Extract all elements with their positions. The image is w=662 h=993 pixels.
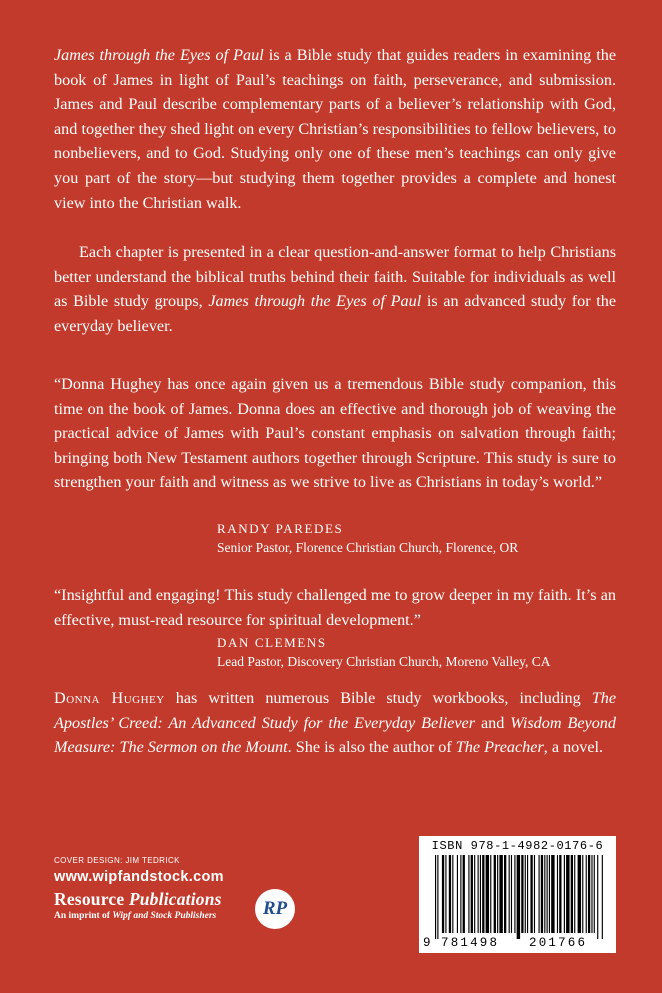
barcode-bar [474, 855, 475, 933]
bio-text: . She is also the author of [287, 738, 456, 757]
barcode-bar [482, 855, 484, 933]
barcode-bar [547, 855, 548, 933]
barcode-icon [433, 855, 605, 939]
author-name: Donna Hughey [54, 689, 165, 707]
barcode-bar [468, 855, 469, 933]
barcode-bar [588, 855, 590, 933]
author-bio [54, 686, 616, 760]
imprint-publisher: Wipf and Stock Publishers [112, 911, 217, 921]
barcode-bar [597, 855, 598, 939]
description-text: is a Bible study that guides readers in examining the book of James in light of Paul’s teachings on faith, perseverance, and submission. James and Paul describe complementary parts of a believer’s relationship with God, and together they shed light on every Christian’s responsibilities to fellow believers, to nonbelievers, and to God. Studying only one of these men’s teachings can only give you part of the story—but studying them together provides a complete and honest view into the Christian walk. [54, 46, 616, 212]
barcode-bar [517, 855, 520, 939]
barcode-bar [521, 855, 523, 933]
barcode-bar [442, 855, 444, 933]
barcode-bar [559, 855, 561, 933]
isbn-label: ISBN 978-1-4982-0176-6 [431, 839, 604, 853]
barcode-bar [582, 855, 583, 933]
barcode-bar [452, 855, 453, 933]
barcode-bar [509, 855, 510, 933]
barcode-bar [564, 855, 565, 933]
barcode-bar [445, 855, 446, 933]
book-title: Wisdom Beyond Measure: The Sermon on the Mount [54, 713, 616, 757]
endorsement-attribution-2 [217, 634, 637, 672]
book-title: James through the Eyes of Paul [54, 46, 264, 64]
barcode-bar [480, 855, 481, 933]
barcode-bar [494, 855, 496, 933]
barcode-bar [557, 855, 558, 933]
endorser-name: DAN CLEMENS [217, 635, 327, 650]
barcode-bar [530, 855, 532, 933]
barcode-bar [471, 855, 473, 933]
endorsement-quote-1: “Donna Hughey has once again given us a tremendous Bible study companion, this time on the book of James. Donna does an effective and thorough job of weaving the practical advice of James with Paul’s constant emphasis on salvation through faith; bringing both New Testament authors together through Scripture. This study is sure to strengthen your faith and witness as we strive to live as Christians in today’s world.” [54, 375, 616, 492]
endorsement-quote-2: “Insightful and engaging! This study challenged me to grow deeper in my faith. It’s an effective, must-read resource for spiritual development.” [54, 586, 616, 629]
barcode-bar [486, 855, 489, 933]
description-text: is an advanced study for the everyday believer. [54, 292, 617, 335]
endorsement-attribution-1 [217, 520, 637, 558]
endorser-role: Lead Pastor, Discovery Christian Church, Moreno Valley, CA [217, 654, 551, 669]
barcode-bar [463, 855, 465, 933]
imprint-text: An imprint of [54, 911, 113, 921]
barcode-bar [544, 855, 545, 933]
barcode-bar [449, 855, 451, 933]
barcode-bar [541, 855, 543, 933]
barcode-bar [591, 855, 592, 933]
barcode-bar [525, 855, 526, 933]
publisher-imprint [54, 911, 216, 921]
barcode-bar [534, 855, 535, 933]
barcode-digit-first: 9 [423, 936, 433, 950]
publisher-name [54, 889, 222, 910]
bio-text: has written numerous Bible study workbooks, including [164, 689, 592, 707]
barcode-bar [586, 855, 587, 933]
bio-text: and [475, 713, 511, 732]
barcode-bar [511, 855, 512, 933]
barcode-bar [504, 855, 506, 933]
barcode-bar [478, 855, 479, 933]
book-title: The Preacher [455, 738, 544, 757]
barcode-bar [499, 855, 502, 933]
barcode-bar [602, 855, 603, 939]
publisher-name-part: Resource [54, 889, 129, 909]
publisher-website: www.wipfandstock.com [54, 869, 224, 885]
publisher-name-part: Publications [128, 889, 222, 909]
book-title: The Apostles’ Creed: An Advanced Study for the Everyday Believer [54, 689, 616, 732]
endorser-name: RANDY PAREDES [217, 521, 344, 536]
bio-text: , a novel. [543, 738, 604, 757]
barcode-bar [594, 855, 595, 933]
endorser-role: Senior Pastor, Florence Christian Church, Florence, OR [217, 540, 519, 555]
logo-text: RP [262, 898, 288, 919]
barcode-bar [437, 855, 438, 939]
barcode-bar [435, 855, 436, 939]
barcode-bar [490, 855, 491, 933]
book-title: James through the Eyes of Paul [208, 292, 422, 311]
barcode-digits-right: 201766 [529, 936, 588, 950]
barcode-bar [571, 855, 573, 933]
barcode-bar [539, 855, 540, 933]
barcode-bar [549, 855, 550, 933]
barcode-bar [457, 855, 458, 933]
barcode-bar [578, 855, 581, 933]
barcode-bar [574, 855, 575, 933]
description-text: Each chapter is presented in a clear question-and-answer format to help Christians better understand the biblical truths behind their faith. Suitable for individuals as well as Bible study groups, [54, 243, 616, 311]
barcode-bar [527, 855, 528, 933]
cover-design-credit: COVER DESIGN: JIM TEDRICK [54, 856, 180, 865]
isbn-barcode [419, 836, 616, 953]
rp-logo-icon [255, 889, 295, 929]
barcode-bar [497, 855, 498, 933]
barcode-digits-left: 781498 [441, 936, 500, 950]
barcode-bar [551, 855, 554, 933]
barcode-bar [514, 855, 515, 933]
barcode-bar [460, 855, 461, 933]
description-paragraph-2 [54, 240, 616, 338]
barcode-bar [566, 855, 569, 933]
description-paragraph-1 [54, 43, 616, 215]
